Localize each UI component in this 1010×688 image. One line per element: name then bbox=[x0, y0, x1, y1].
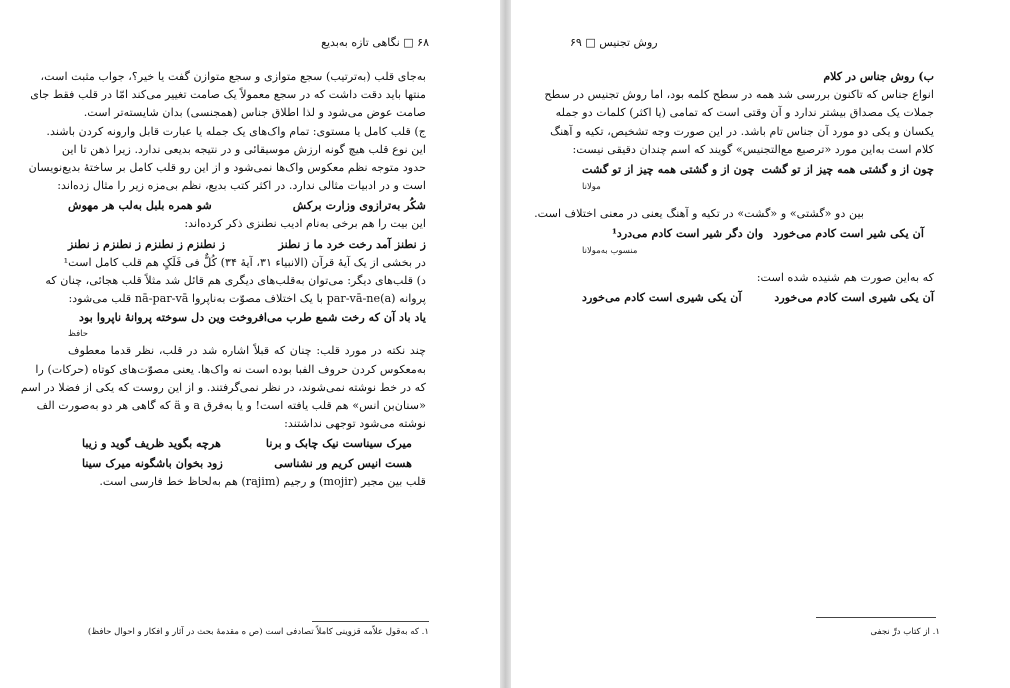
verse bbox=[582, 287, 934, 307]
text-line: پروانه par-vā-ne(a) با یک اختلاف مصوّت به‌ناپروا nā-par-vā قلب می‌شود: bbox=[68, 292, 426, 306]
hemistich: هرچه بگوید ظریف گوید و زیبا bbox=[82, 436, 222, 451]
verse: یاد باد آن که رخت شمع طرب می‌افروخت وین دل سوخته پروانهٔ ناپروا بود bbox=[79, 310, 426, 325]
verse bbox=[68, 453, 426, 473]
text-line: در بخشی از یک آیهٔ قرآن (الانبیاء ۳۱، آیهٔ ۳۴) کُلٌّ فی فَلَکٍ هم قلب کامل است¹ bbox=[63, 255, 426, 269]
text-line: منتها باید دقت داشت که در سجع معمولاً یک صامت تغییر می‌کند امّا در قلب فقط جای bbox=[30, 88, 426, 102]
hemistich: میرک سیناست نیک چابک و برنا bbox=[265, 436, 412, 451]
hemistich: شو همره بلبل به‌لب هر مهوش bbox=[68, 198, 212, 213]
text-line: یکسان و یکی دو مورد آن جناس تام باشد. در این صورت وجه تشخیص، تکیه و آهنگ bbox=[550, 124, 934, 138]
hemistich: آن یکی شیری است کادم می‌خورد bbox=[582, 290, 742, 305]
page-body bbox=[20, 68, 426, 492]
verse bbox=[582, 159, 934, 179]
verse bbox=[68, 195, 426, 215]
book-gutter bbox=[500, 0, 511, 688]
text-line: ج) قلب کامل یا مستوی: تمام واک‌های یک جمله یا عبارت قابل وارونه کردن باشند. bbox=[46, 124, 426, 138]
text-line: قلب بین مجیر (mojir) و رجیم (rajim) هم به‌لحاظ خط فارسی است. bbox=[99, 475, 426, 489]
text-line: بین دو «گشتی» و «گشت» در تکیه و آهنگ یعنی در معنی اختلاف است. bbox=[534, 207, 864, 221]
hemistich: زود بخوان باشگونه میرک سینا bbox=[82, 456, 223, 471]
hemistich: آن یکی شیر است کادم می‌خورد bbox=[773, 226, 924, 241]
section-heading: ب) روش جناس در کلام bbox=[823, 70, 934, 83]
hemistich: ز نطنز آمد رخت خرد ما ز نطنز bbox=[278, 236, 426, 251]
text-line: «سنان‌بن انس» هم قلب یافته است! و یا به‌فرق a و ä که گاهی هر دو به‌صورت الف bbox=[36, 399, 426, 413]
spacer bbox=[582, 195, 934, 205]
verse bbox=[582, 223, 934, 243]
text-line: نوشته می‌شود توجهی نداشتند: bbox=[284, 417, 426, 431]
hemistich: چون از و گشتی همه چیز از تو گشت bbox=[761, 162, 934, 177]
text-line: حدود متوجه نظم معکوس واک‌ها نمی‌شود و از این رو قلب کامل بر ساختهٔ بدیع‌نویسان bbox=[28, 161, 426, 175]
left-page bbox=[0, 0, 500, 688]
running-header: ۶۸ □ نگاهی تازه به‌بدیع bbox=[321, 36, 429, 49]
hemistich: آن یکی شیری است کادم می‌خورد bbox=[774, 290, 934, 305]
verse bbox=[68, 234, 426, 254]
hemistich: ز نطنزم ز نطنزم ز نطنزم ز نطنز bbox=[68, 236, 226, 251]
text-line: صامت عوض می‌شود و لذا اطلاق جناس (همجنسی) بدان شایسته‌تر است. bbox=[83, 106, 426, 120]
verse-attribution: حافظ bbox=[68, 329, 88, 340]
hemistich: شکُر به‌ترازوی وزارت برکش bbox=[292, 198, 426, 213]
spacer bbox=[582, 259, 934, 269]
text-line: انواع جناس که تاکنون بررسی شد همه در سطح کلمه بود، اما روش تجنیس در سطح bbox=[544, 88, 934, 102]
text-line: جملات یک مصداق بیشتر ندارد و آن وقتی است که تمامی (یا اکثر) کلمات دو جمله bbox=[555, 106, 934, 120]
text-line: که به‌این صورت هم شنیده شده است: bbox=[756, 271, 934, 285]
hemistich: وان دگر شیر است کادم می‌درد¹ bbox=[612, 226, 764, 241]
text-line: که در خط نوشته نمی‌شوند، در نظر نمی‌گرفتند. و از این روست که یکی از فضلا در اسم bbox=[20, 380, 426, 394]
page-body bbox=[534, 68, 934, 307]
running-header: روش تجنیس □ ۶۹ bbox=[570, 36, 658, 49]
footnote: ۱. از کتاب درِّ نجفی bbox=[870, 627, 940, 637]
text-line: است و در ادبیات مثالی ندارد. در اکثر کتب بدیع، نظم بی‌مزه زیر را مثال زده‌اند: bbox=[57, 179, 426, 193]
text-line: این نوع قلب هیچ گونه ارزش موسیقائی و در نتیجه بدیعی ندارد. زیرا ذهن تا این bbox=[61, 142, 426, 156]
footnote-rule bbox=[816, 617, 936, 618]
footnote: ۱. که به‌قول علاّمه قزوینی کاملاً تصادفی است (ص ه مقدمهٔ بحث در آثار و افکار و احوال حافظ) bbox=[87, 627, 429, 637]
text-line: به‌جای قلب (به‌ترتیب) سجع متوازی و سجع متوازن گفت یا خیر؟، جواب مثبت است، bbox=[40, 70, 426, 83]
verse-attribution: منسوب به‌مولانا bbox=[582, 246, 638, 257]
right-page bbox=[511, 0, 1010, 688]
text-line: این بیت را هم برخی به‌نام ادیب نطنزی ذکر کرده‌اند: bbox=[184, 217, 426, 231]
verse bbox=[68, 433, 426, 453]
text-line: چند نکته در مورد قلب: چنان که قبلاً اشاره شد در قلب، نظر قدما معطوف bbox=[68, 344, 426, 358]
text-line: به‌معکوس کردن حروف الفبا بوده است نه واک‌ها. یعنی مصوّت‌های کوتاه (حرکات) را bbox=[35, 362, 426, 376]
text-line: د) قلب‌های دیگر: می‌توان به‌قلب‌های دیگری هم قائل شد مثلاً قلب هجائی، چنان که bbox=[45, 273, 426, 287]
verse-attribution: مولانا bbox=[582, 182, 601, 193]
hemistich: چون از و گشتی همه چیز از تو گشت bbox=[582, 162, 755, 177]
text-line: کلام است به‌این مورد «ترصیع مع‌التجنیس» گویند که اسم چندان دقیقی نیست: bbox=[572, 142, 934, 156]
hemistich: هست انیس کریم ور نشناسی bbox=[274, 456, 412, 471]
footnote-rule bbox=[312, 621, 429, 622]
